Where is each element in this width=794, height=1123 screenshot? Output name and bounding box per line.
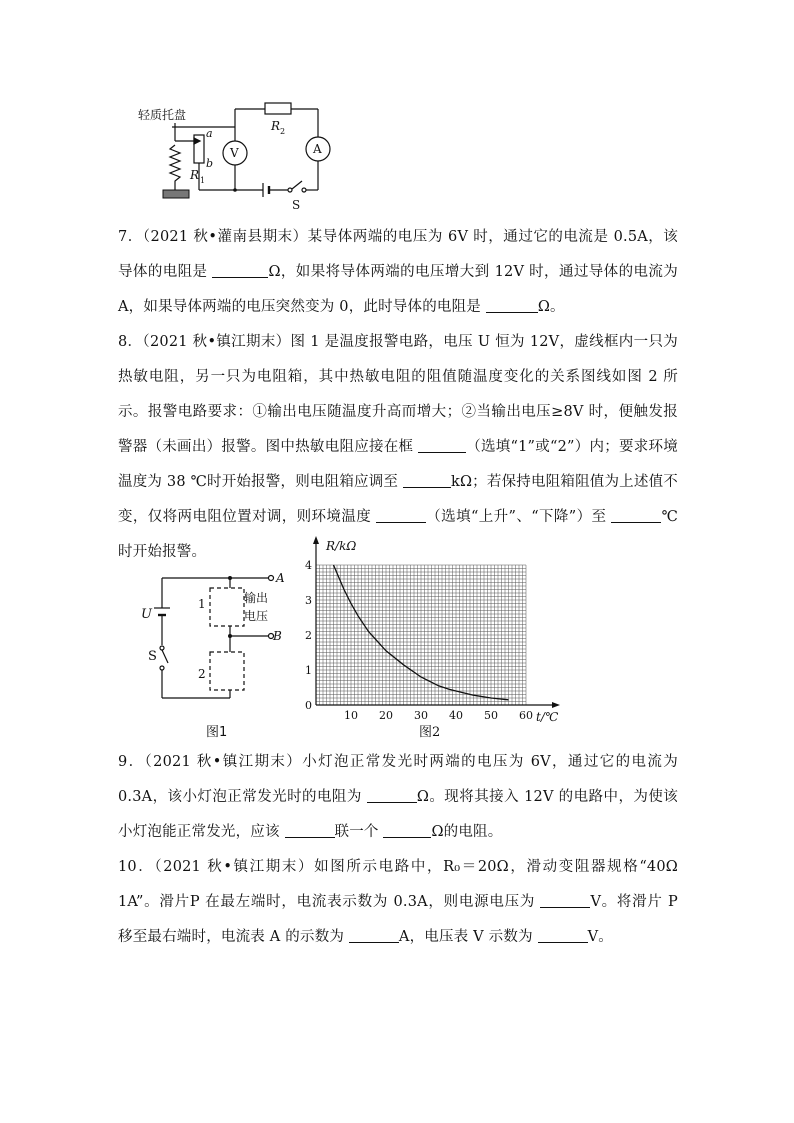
- voltmeter-label: V: [230, 146, 239, 160]
- label-terminal-a: A: [276, 571, 285, 585]
- label-b: b: [206, 157, 214, 170]
- question-10: [118, 850, 678, 955]
- label-r2-sub: 2: [280, 127, 286, 136]
- answer-blank[interactable]: [349, 928, 399, 943]
- answer-blank[interactable]: [367, 788, 417, 803]
- label-r2: R: [271, 119, 281, 133]
- circuit-figure-top: [130, 95, 340, 220]
- q8-text-2: （选填“1”或“2”）内；要求环境温度为 38 ℃时开始报警，则电阻箱应调至: [118, 439, 678, 490]
- x-tick-label: 20: [379, 709, 393, 722]
- q8-text-1: 8．（2021 秋•镇江期末）图 1 是温度报警电路，电压 U 恒为 12V，虚线框内一只为热敏电阻，另一只为电阻箱，其中热敏电阻的阻值随温度变化的关系图线如图 2 所示。报警电路要求：①输出电压随温度升高而增大；②当输出电压≥8V 时，便触发报警器（未画出）报警。图中热敏电阻应接在框: [118, 334, 678, 455]
- q7-text-1: 7．（2021 秋•灌南县期末）某导体两端的电压为 6V 时，通过它的电流是 0.5A，该导体的电阻是: [118, 229, 678, 280]
- label-box-1: 1: [198, 597, 206, 611]
- answer-blank[interactable]: [418, 438, 466, 453]
- answer-blank[interactable]: [611, 508, 661, 523]
- label-output-2: 电压: [244, 609, 269, 623]
- q9-text-2: Ω。现将其接入 12V 的电路中，为使该小灯泡能正常发光，应该: [118, 789, 678, 840]
- question-9: [118, 745, 678, 850]
- figure-1-caption: 图1: [206, 725, 228, 740]
- label-r1-sub: 1: [200, 176, 206, 185]
- answer-blank[interactable]: [540, 893, 590, 908]
- x-axis-title: t/℃: [536, 710, 559, 724]
- label-u: U: [141, 607, 152, 622]
- figure-2-caption: 图2: [419, 725, 441, 740]
- tray-label: 轻质托盘: [138, 108, 187, 122]
- q8-text-4: （选填“上升”、“下降”）至: [426, 509, 612, 525]
- q10-text-3: A，电压表 V 示数为: [398, 929, 538, 945]
- figure-2-chart: [296, 530, 571, 745]
- label-r1: R: [190, 168, 200, 182]
- y-tick-label: 1: [305, 664, 312, 677]
- label-s: S: [148, 649, 157, 664]
- switch-label: S: [292, 198, 301, 212]
- base-block: [163, 190, 189, 198]
- label-output-1: 输出: [244, 591, 269, 605]
- label-a: a: [206, 127, 213, 140]
- ammeter-label: A: [313, 142, 322, 156]
- q10-text-2: V。将滑片 P 移至最右端时，电流表 A 的示数为: [118, 894, 678, 945]
- q7-text-3: Ω。: [537, 299, 565, 315]
- answer-blank[interactable]: [212, 263, 268, 278]
- y-axis-title: R/kΩ: [326, 539, 357, 553]
- q10-text-1: 10．（2021 秋•镇江期末）如图所示电路中，R₀＝20Ω，滑动变阻器规格“40Ω 1A”。滑片P 在最左端时，电流表示数为 0.3A，则电源电压为: [118, 859, 678, 910]
- q9-text-1: 9．（2021 秋•镇江期末）小灯泡正常发光时两端的电压为 6V，通过它的电流为 0.3A，该小灯泡正常发光时的电阻为: [118, 754, 678, 805]
- x-tick-label: 10: [344, 709, 358, 722]
- q9-text-3: 联一个: [334, 824, 384, 840]
- x-tick-label: 30: [414, 709, 428, 722]
- q10-text-4: V。: [587, 929, 613, 945]
- q7-text-2: Ω，如果将导体两端的电压增大到 12V 时，通过导体的电流为 A，如果导体两端的电压突然变为 0，此时导体的电阻是: [118, 264, 678, 315]
- x-tick-label: 40: [449, 709, 463, 722]
- x-axis-arrow: [552, 702, 560, 708]
- origin-label: 0: [305, 699, 312, 712]
- answer-blank[interactable]: [383, 823, 431, 838]
- y-tick-label: 4: [305, 559, 312, 572]
- label-terminal-b: B: [273, 629, 282, 643]
- q9-text-4: Ω的电阻。: [431, 824, 503, 840]
- y-tick-label: 2: [305, 629, 312, 642]
- label-box-2: 2: [198, 667, 206, 681]
- answer-blank[interactable]: [376, 508, 426, 523]
- question-7: [118, 220, 678, 325]
- y-axis-arrow: [313, 536, 319, 544]
- answer-blank[interactable]: [285, 823, 335, 838]
- answer-blank[interactable]: [403, 473, 451, 488]
- x-tick-label: 60: [519, 709, 533, 722]
- y-tick-label: 3: [305, 594, 312, 607]
- q8-text-3: kΩ；若保持电阻箱阻值为上述值不变，仅将两电阻位置对调，则环境温度: [118, 474, 678, 525]
- q8-text-5: ℃时开始报警。: [118, 509, 678, 560]
- answer-blank[interactable]: [538, 928, 588, 943]
- x-tick-label: 50: [484, 709, 498, 722]
- answer-blank[interactable]: [486, 298, 538, 313]
- figure-1-circuit: [138, 560, 288, 745]
